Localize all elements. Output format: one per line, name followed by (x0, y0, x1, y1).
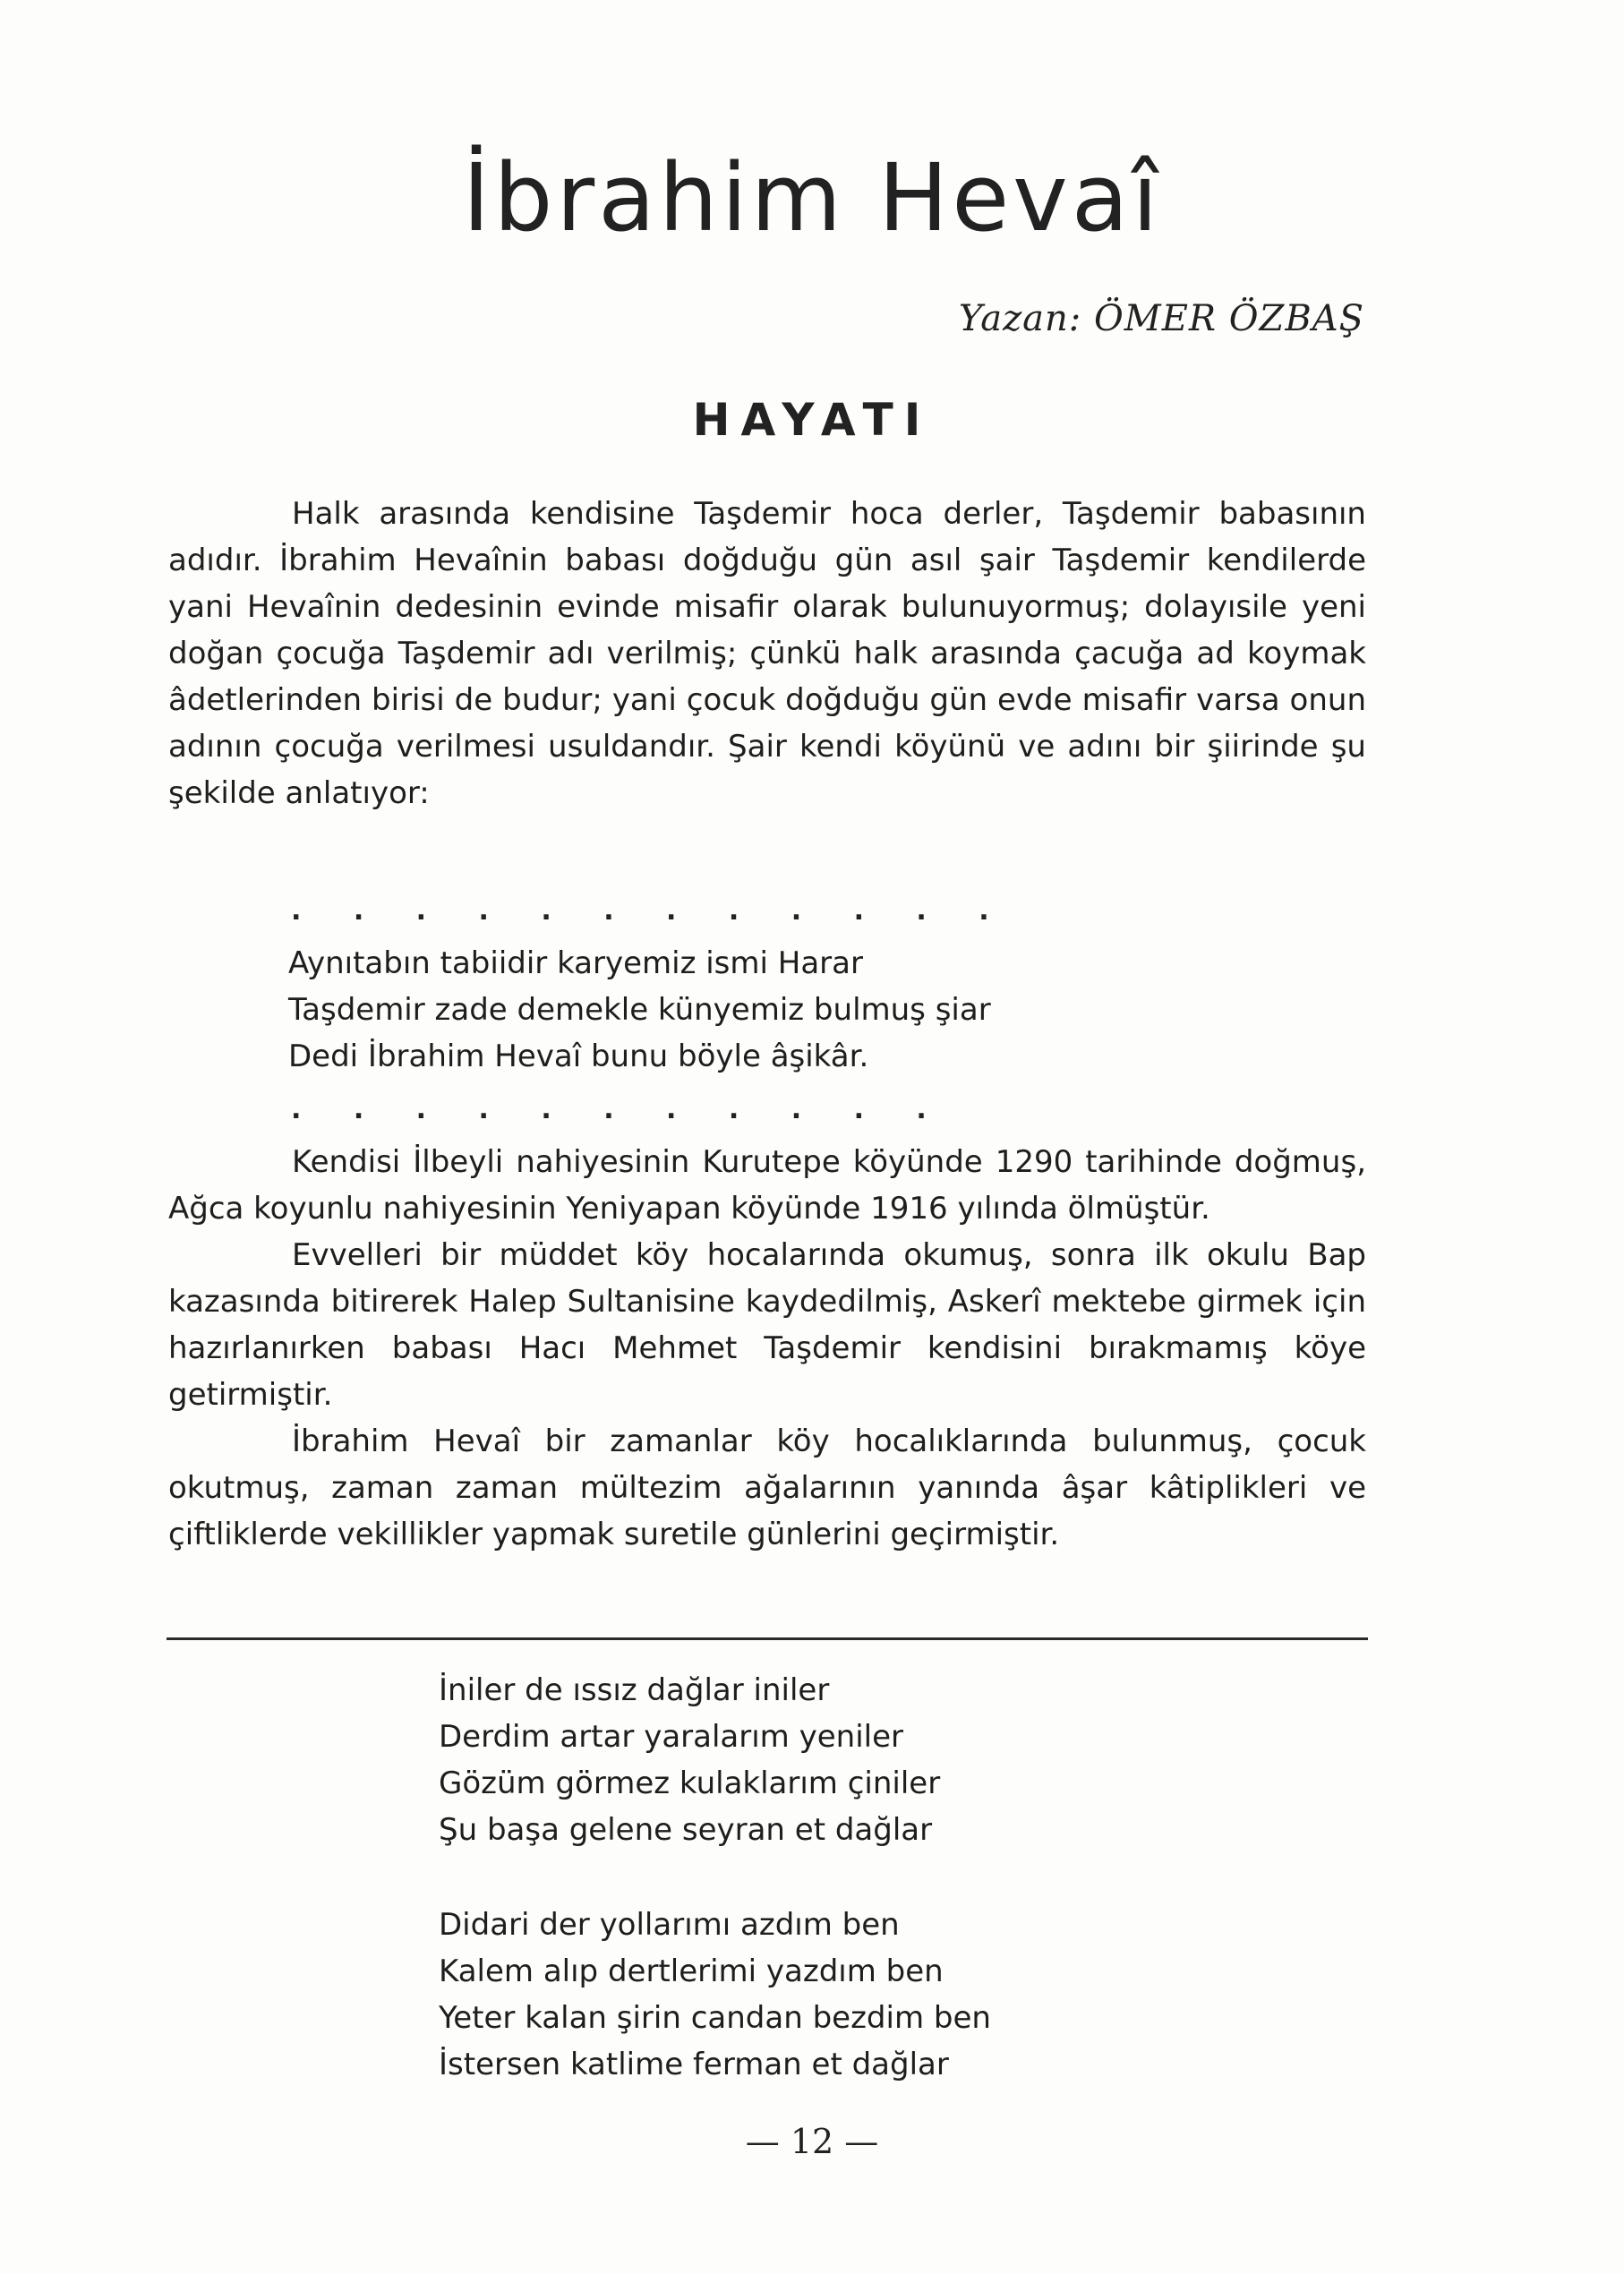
section-heading: HAYATI (692, 394, 932, 446)
intro-paragraph-block (168, 491, 1366, 816)
poem-line: Gözüm görmez kulaklarım çiniler (439, 1765, 941, 1801)
article-title: İbrahim Hevaî (462, 143, 1162, 252)
biography-paragraph: Evvelleri bir müddet köy hocalarında okumuş, sonra ilk okulu Bap kazasında bitirerek Halep Sultanisine kaydedilmiş, Askerî mektebe girmek için hazırlanırken babası Hacı Mehmet Taşdemir kendisini bırakmamış köye getirmiştir. (168, 1237, 1366, 1413)
biography-paragraph: İbrahim Hevaî bir zamanlar köy hocalıklarında bulunmuş, çocuk okutmuş, zaman zaman mültezim ağalarının yanında âşar kâtiplikleri ve çiftliklerde vekillikler yapmak suretile günlerini geçirmiştir. (168, 1423, 1366, 1552)
author-byline: Yazan: ÖMER ÖZBAŞ (958, 298, 1364, 339)
intro-paragraph: Halk arasında kendisine Taşdemir hoca derler, Taşdemir babasının adıdır. İbrahim Hevaînin babası doğduğu gün asıl şair Taşdemir kendilerde yani Hevaînin dedesinin evinde misafir olarak bulunuyormuş; dolayısile yeni doğan çocuğa Taşdemir adı verilmiş; çünkü halk arasında çacuğa ad koymak âdetlerinden birisi de budur; yani çocuk doğduğu gün evde misafir varsa onun adının çocuğa verilmesi usuldandır. Şair kendi köyünü ve adını bir şiirinde şu şekilde anlatıyor: (168, 496, 1366, 811)
verse-line: Dedi İbrahim Hevaî bunu böyle âşikâr. (288, 1039, 869, 1074)
ellipsis-dots-top: . . . . . . . . . . . . (291, 895, 1011, 927)
poem-stanza (439, 1667, 940, 1853)
poem-line: İniler de ıssız dağlar iniler (439, 1672, 830, 1708)
poem-line: Yeter kalan şirin candan bezdim ben (439, 2000, 991, 2036)
ellipsis-dots-bottom: . . . . . . . . . . . (291, 1094, 948, 1125)
poem-line: Şu başa gelene seyran et dağlar (439, 1812, 933, 1848)
poem-line: Derdim artar yaralarım yeniler (439, 1719, 903, 1755)
quoted-verse (288, 940, 991, 1080)
poem-line: Kalem alıp dertlerimi yazdım ben (439, 1953, 944, 1989)
horizontal-rule (167, 1637, 1368, 1640)
poem-line: Didari der yollarımı azdım ben (439, 1907, 900, 1943)
verse-line: Taşdemir zade demekle künyemiz bulmuş şiar (288, 992, 991, 1028)
verse-line: Aynıtabın tabiidir karyemiz ismi Harar (288, 945, 863, 981)
page-number: — 12 — (745, 2122, 879, 2161)
biography-block (168, 1139, 1366, 1558)
poem-line: İstersen katlime ferman et dağlar (439, 2047, 949, 2082)
biography-paragraph: Kendisi İlbeyli nahiyesinin Kurutepe köyünde 1290 tarihinde doğmuş, Ağca koyunlu nahiyesinin Yeniyapan köyünde 1916 yılında ölmüştür. (168, 1144, 1366, 1227)
poem-stanza (439, 1902, 991, 2088)
